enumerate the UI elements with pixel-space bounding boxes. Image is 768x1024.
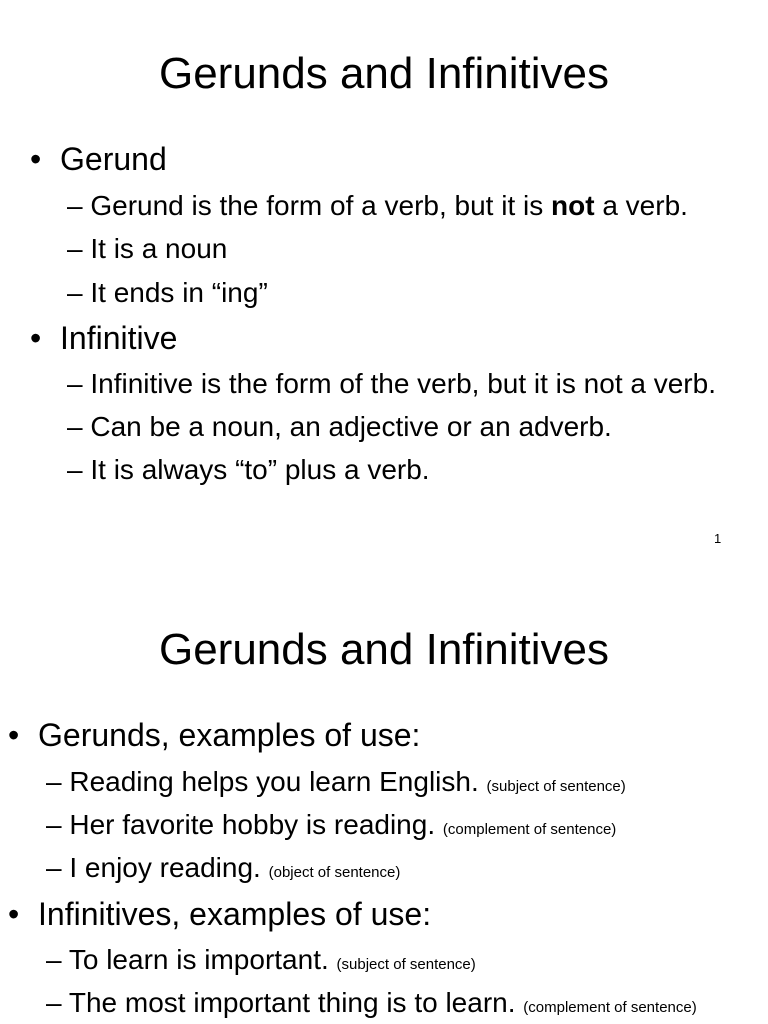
dash: –	[46, 987, 62, 1018]
point-text-end: a verb.	[594, 190, 688, 221]
bullet-dot: •	[8, 717, 20, 753]
infinitive-example-1	[46, 946, 476, 974]
dash: –	[46, 852, 62, 883]
example-note: (complement of sentence)	[523, 999, 697, 1016]
example-text: I enjoy reading.	[69, 852, 261, 883]
example-text: Her favorite hobby is reading.	[69, 809, 436, 840]
point-text: It is a noun	[90, 233, 228, 264]
dash: –	[67, 454, 83, 485]
dash: –	[67, 190, 83, 221]
bullet-label: Infinitive	[60, 320, 178, 356]
bullet-dot: •	[8, 896, 20, 932]
bullet-label: Gerund	[60, 141, 167, 177]
bullet-dot: •	[30, 141, 42, 177]
bullet-infinitive	[30, 322, 177, 354]
slide-title: Gerunds and Infinitives	[158, 49, 610, 98]
dash: –	[67, 277, 83, 308]
point-text: Infinitive is the form of the verb, but it is not a verb.	[90, 368, 716, 399]
gerund-example-3	[46, 854, 400, 882]
bullet-gerunds-examples	[8, 719, 420, 751]
dash: –	[67, 411, 83, 442]
gerund-point-3	[67, 279, 268, 307]
example-text: The most important thing is to learn.	[68, 987, 516, 1018]
point-text: It ends in “ing”	[90, 277, 268, 308]
example-note: (subject of sentence)	[336, 956, 476, 973]
infinitive-example-2	[46, 989, 697, 1017]
slide-2	[0, 576, 768, 1024]
example-text: To learn is important.	[68, 944, 329, 975]
infinitive-point-3	[67, 456, 430, 484]
bullet-infinitives-examples	[8, 898, 431, 930]
page-number: 1	[714, 531, 722, 546]
point-text: It is always “to” plus a verb.	[90, 454, 430, 485]
example-text: Reading helps you learn English.	[69, 766, 479, 797]
gerund-point-1	[67, 192, 688, 220]
gerund-example-1	[46, 768, 626, 796]
bullet-dot: •	[30, 320, 42, 356]
point-text: Can be a noun, an adjective or an adverb.	[90, 411, 612, 442]
bullet-label: Infinitives, examples of use:	[38, 896, 432, 932]
gerund-example-2	[46, 811, 616, 839]
slide-title: Gerunds and Infinitives	[158, 625, 610, 674]
dash: –	[46, 944, 62, 975]
point-bold-text: not	[551, 190, 595, 221]
example-note: (subject of sentence)	[486, 778, 626, 795]
gerund-point-2	[67, 235, 227, 263]
example-note: (complement of sentence)	[442, 821, 617, 838]
infinitive-point-2	[67, 413, 612, 441]
dash: –	[67, 233, 83, 264]
point-text: Gerund is the form of a verb, but it is	[90, 190, 552, 221]
dash: –	[67, 368, 83, 399]
bullet-gerund	[30, 143, 167, 175]
dash: –	[46, 766, 62, 797]
bullet-label: Gerunds, examples of use:	[38, 717, 421, 753]
dash: –	[46, 809, 62, 840]
infinitive-point-1	[67, 370, 716, 398]
example-note: (object of sentence)	[268, 864, 401, 881]
